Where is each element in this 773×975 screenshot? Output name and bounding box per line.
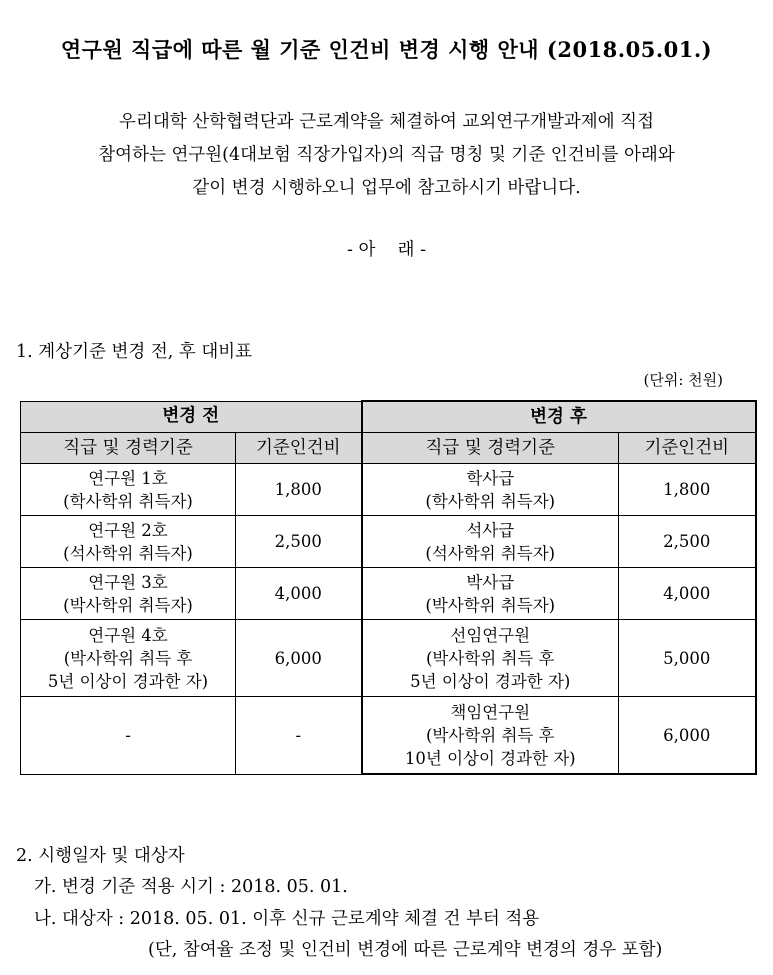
table-row xyxy=(21,568,756,620)
cell-text-line: (박사학위 취득 후 xyxy=(426,648,555,668)
after-salary-cell: 4,000 xyxy=(619,568,756,620)
before-position-cell xyxy=(21,620,236,697)
document-title: 연구원 직급에 따른 월 기준 인건비 변경 시행 안내 (2018.05.01.) xyxy=(60,37,713,62)
cell-text-line: 5년 이상이 경과한 자) xyxy=(47,671,209,691)
effective-date-item: 가. 변경 기준 적용 시기 : 2018. 05. 01. xyxy=(34,877,348,897)
cell-text-line: 연구원 4호 xyxy=(88,625,168,645)
cell-text-line: (학사학위 취득자) xyxy=(63,491,193,511)
after-salary-cell: 5,000 xyxy=(619,620,756,697)
col-header-before-position: 직급 및 경력기준 xyxy=(21,433,236,464)
table-group-header-row xyxy=(21,401,756,433)
cell-text-line: 연구원 1호 xyxy=(88,468,168,488)
table-body xyxy=(21,464,756,775)
intro-line: 우리대학 산학협력단과 근로계약을 체결하여 교외연구개발과제에 직접 xyxy=(119,112,654,132)
table-column-header-row xyxy=(21,433,756,464)
target-item: 나. 대상자 : 2018. 05. 01. 이후 신규 근로계약 체결 건 부터 적용 xyxy=(34,909,540,929)
after-salary-cell: 1,800 xyxy=(619,464,756,516)
section2-heading: 2. 시행일자 및 대상자 xyxy=(16,846,185,866)
after-position-cell xyxy=(362,516,619,568)
col-header-before-salary: 기준인건비 xyxy=(236,433,362,464)
intro-paragraph xyxy=(10,106,763,205)
unit-label: (단위: 천원) xyxy=(643,371,723,389)
table-row xyxy=(21,620,756,697)
comparison-table xyxy=(20,400,757,775)
after-salary-cell: 2,500 xyxy=(619,516,756,568)
cell-text-line: (학사학위 취득자) xyxy=(425,491,556,511)
before-salary-cell: 2,500 xyxy=(236,516,362,568)
cell-text-line: (석사학위 취득자) xyxy=(425,543,556,563)
after-position-cell xyxy=(362,620,619,697)
below-marker: - 아 래 - xyxy=(346,240,426,260)
intro-line: 참여하는 연구원(4대보험 직장가입자)의 직급 명칭 및 기준 인건비를 아래와 xyxy=(98,145,675,165)
cell-text-line: 연구원 3호 xyxy=(88,572,168,592)
cell-text-line: 책임연구원 xyxy=(450,702,531,722)
cell-text-line: (박사학위 취득자) xyxy=(425,595,556,615)
table-row xyxy=(21,516,756,568)
before-position-cell xyxy=(21,568,236,620)
cell-text-line: (박사학위 취득자) xyxy=(63,595,193,615)
after-salary-cell: 6,000 xyxy=(619,697,756,775)
cell-text-line: 학사급 xyxy=(466,468,515,488)
after-position-cell xyxy=(362,568,619,620)
cell-text-line: 석사급 xyxy=(466,520,515,540)
cell-text-line: 선임연구원 xyxy=(450,625,531,645)
cell-text-line: - xyxy=(125,725,131,745)
table-row xyxy=(21,464,756,516)
cell-text-line: 박사급 xyxy=(466,572,515,592)
before-position-cell xyxy=(21,516,236,568)
col-header-after-position: 직급 및 경력기준 xyxy=(362,433,619,464)
target-note: (단, 참여율 조정 및 인건비 변경에 따른 근로계약 변경의 경우 포함) xyxy=(148,940,663,960)
before-salary-cell: - xyxy=(236,697,362,775)
cell-text-line: 5년 이상이 경과한 자) xyxy=(410,671,571,691)
before-salary-cell: 6,000 xyxy=(236,620,362,697)
table-row xyxy=(21,697,756,775)
cell-text-line: (석사학위 취득자) xyxy=(63,543,193,563)
section1-heading: 1. 계상기준 변경 전, 후 대비표 xyxy=(16,342,253,362)
cell-text-line: 연구원 2호 xyxy=(88,520,168,540)
group-after-header: 변경 후 xyxy=(362,401,756,433)
after-position-cell xyxy=(362,464,619,516)
before-salary-cell: 4,000 xyxy=(236,568,362,620)
cell-text-line: 10년 이상이 경과한 자) xyxy=(404,748,576,768)
after-position-cell xyxy=(362,697,619,775)
intro-line: 같이 변경 시행하오니 업무에 참고하시기 바랍니다. xyxy=(192,178,581,198)
group-before-header: 변경 전 xyxy=(21,401,362,433)
cell-text-line: (박사학위 취득 후 xyxy=(63,648,193,668)
before-position-cell xyxy=(21,464,236,516)
col-header-after-salary: 기준인건비 xyxy=(619,433,756,464)
before-salary-cell: 1,800 xyxy=(236,464,362,516)
cell-text-line: (박사학위 취득 후 xyxy=(426,725,555,745)
before-position-cell xyxy=(21,697,236,775)
